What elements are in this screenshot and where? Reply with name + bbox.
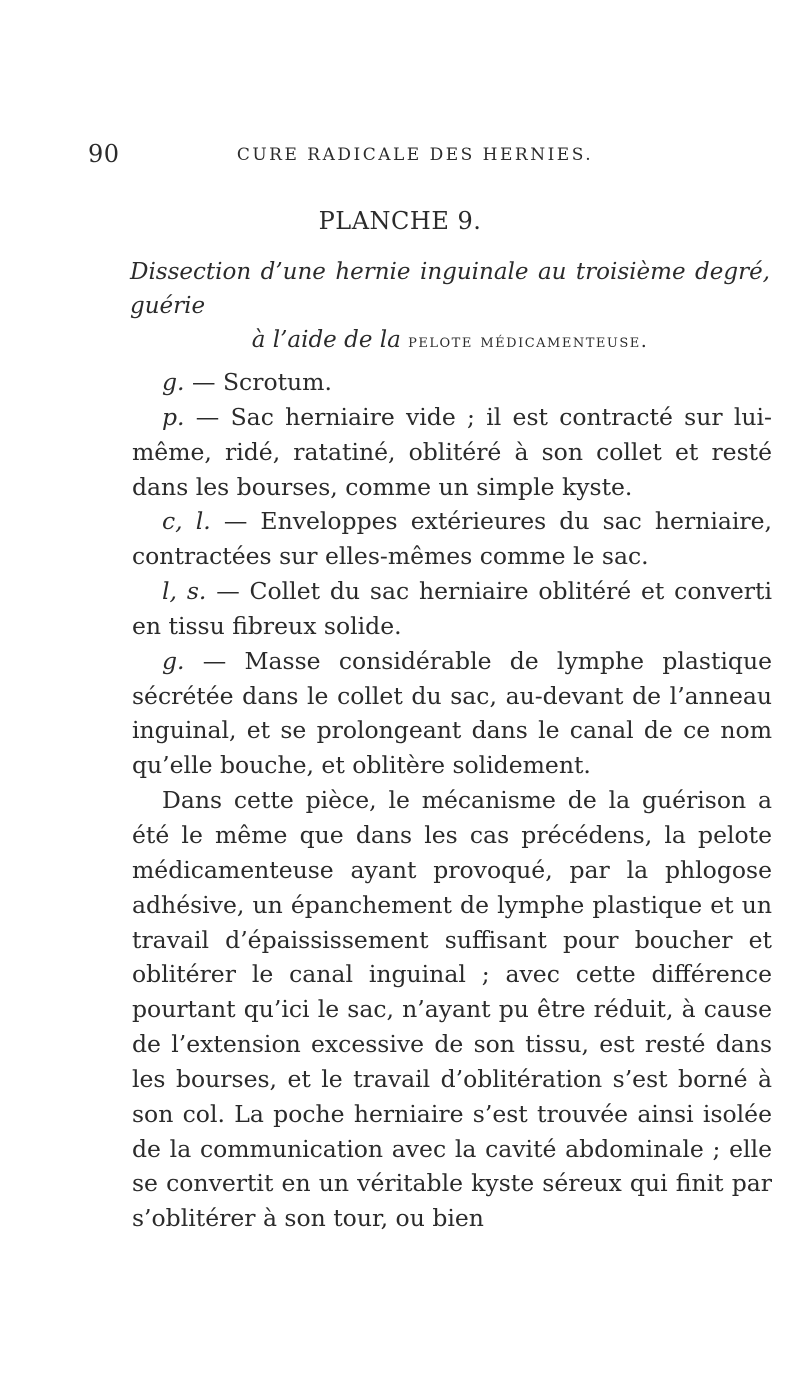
caption-line-2-prefix: à l’aide de la (251, 327, 401, 353)
legend-text: — Masse considérable de lymphe plastique sécrétée dans le collet du sac, au-devant de l’anneau inguinal, et se prolongeant dans le canal de ce nom qu’elle bouche, et oblitère solidement. (132, 646, 772, 780)
legend-item (132, 574, 772, 644)
legend-label: g. (162, 646, 185, 675)
caption-line-2 (130, 323, 770, 358)
running-head: CURE RADICALE DES HERNIES. (236, 145, 594, 165)
legend-item (132, 504, 772, 574)
plate-caption (130, 255, 770, 358)
legend-text: — Scrotum. (184, 368, 332, 396)
legend-label: l, s. (162, 577, 207, 606)
legend-label: p. (162, 402, 185, 431)
caption-small-caps: pelote médicamenteuse. (408, 330, 649, 352)
body-paragraph: Dans cette pièce, le mécanisme de la guérison a été le même que dans les cas précédens, la pelote médicamenteuse ayant provoqué, par la phlogose adhésive, un épanchement de lymphe plastique et un travail d’épaississement suffisant pour boucher et oblitérer le canal inguinal ; avec cette différence pourtant qu’ici le sac, n’ayant pu être réduit, à cause de l’extension excessive de son tissu, est resté dans les bourses, et le travail d’oblitération s’est borné à son col. La poche herniaire s’est trouvée ainsi isolée de la communication avec la cavité abdominale ; elle se convertit en un véritable kyste séreux qui finit par s’oblitérer à son tour, ou bien (132, 786, 772, 1233)
legend-item (132, 365, 772, 400)
plate-title: PLANCHE 9. (318, 207, 482, 235)
legend-item (132, 400, 772, 505)
legend-text: — Enveloppes extérieures du sac herniaire, contractées sur elles-mêmes comme le sac. (132, 507, 772, 571)
page-body (132, 365, 772, 1236)
legend-text: — Sac herniaire vide ; il est contracté sur lui-même, ridé, ratatiné, oblitéré à son collet et resté dans les bourses, comme un simple kyste. (132, 402, 772, 501)
page-number: 90 (88, 140, 120, 168)
caption-line-1: Dissection d’une hernie inguinale au troisième degré, guérie (130, 259, 770, 319)
legend-text: — Collet du sac herniaire oblitéré et converti en tissu fibreux solide. (132, 577, 772, 640)
legend-label: c, l. (162, 507, 211, 536)
legend-label: g. (162, 368, 185, 396)
legend-item (132, 644, 772, 783)
